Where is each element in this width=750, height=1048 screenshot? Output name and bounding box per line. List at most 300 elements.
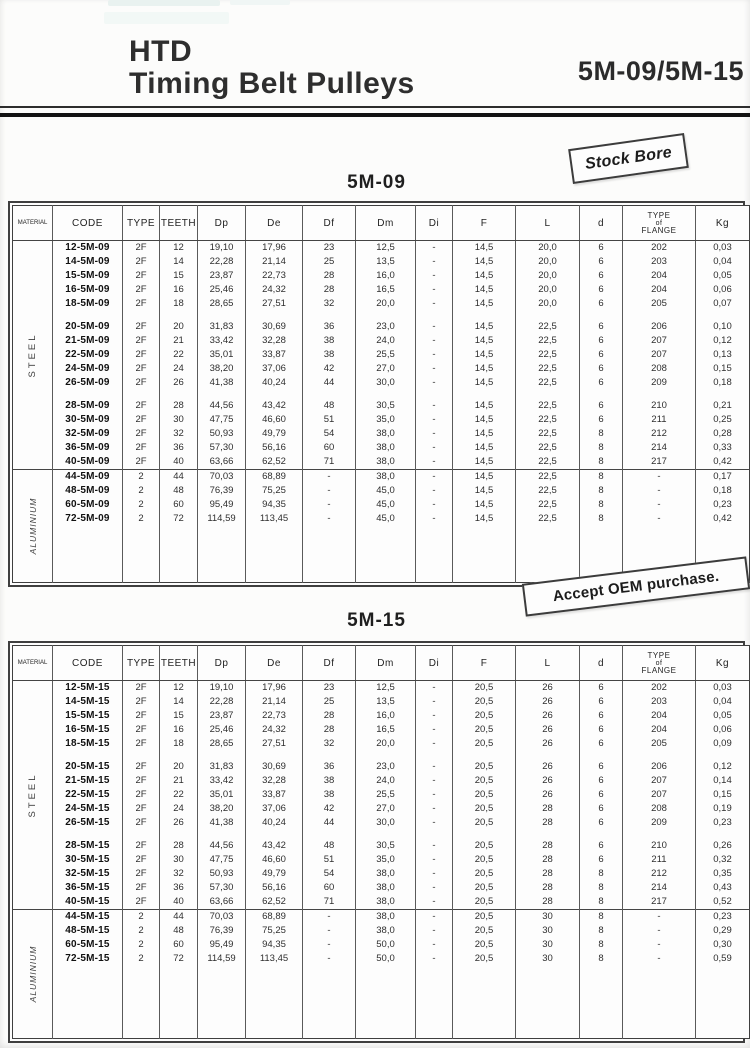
value-cell: 6 [580,723,623,737]
value-cell: 22,5 [516,334,580,348]
column-header: TYPE [123,206,160,241]
value-cell: 204 [623,283,696,297]
value-cell: 26 [160,376,198,390]
value-cell: 33,87 [246,788,303,802]
value-cell: 6 [580,802,623,816]
value-cell: 207 [623,334,696,348]
column-header: Di [416,206,453,241]
value-cell: 22,5 [516,441,580,455]
spacer-cell [123,390,160,399]
value-cell: 17,96 [246,681,303,696]
value-cell: 0,42 [696,512,750,526]
value-cell: 2F [123,895,160,910]
column-header: Kg [696,206,750,241]
value-cell: - [303,498,356,512]
value-cell: 76,39 [198,924,246,938]
value-cell: 75,25 [246,924,303,938]
value-cell: 0,18 [696,484,750,498]
value-cell: - [416,802,453,816]
value-cell: 38,0 [356,470,416,485]
value-cell: 14,5 [453,441,516,455]
code-cell: 21-5M-15 [53,774,123,788]
spacer-cell [453,830,516,839]
material-label: STEEL [26,772,38,818]
value-cell: 0,59 [696,952,750,966]
value-cell: 0,29 [696,924,750,938]
table-title-5m-09: 5M-09 [347,172,406,193]
spacer-cell [246,390,303,399]
table-row [13,924,750,938]
code-cell: 15-5M-09 [53,269,123,283]
spacer-cell [303,311,356,320]
value-cell: 13,5 [356,255,416,269]
value-cell: 6 [580,681,623,696]
spacer-cell [696,390,750,399]
value-cell: 0,14 [696,774,750,788]
table-section-5m-15 [8,610,745,1043]
value-cell: 0,06 [696,283,750,297]
value-cell: 0,15 [696,788,750,802]
value-cell: 44 [160,910,198,925]
value-cell: 8 [580,455,623,470]
value-cell: 43,42 [246,839,303,853]
value-cell: 28 [160,399,198,413]
spacer-cell [453,966,516,1039]
value-cell: 30 [516,924,580,938]
value-cell: 2F [123,241,160,256]
value-cell: 6 [580,839,623,853]
spacer-cell [160,830,198,839]
column-header: De [246,206,303,241]
value-cell: 60 [160,498,198,512]
table-row [13,723,750,737]
value-cell: 28 [516,802,580,816]
spacer-cell [516,526,580,583]
spacer-cell [246,966,303,1039]
value-cell: 14,5 [453,362,516,376]
column-header: Di [416,646,453,681]
value-cell: 2F [123,709,160,723]
header-rule-thin [0,106,750,108]
column-header: TEETH [160,206,198,241]
spacer-row [13,830,750,839]
value-cell: - [416,839,453,853]
value-cell: 0,17 [696,470,750,485]
value-cell: 22,5 [516,484,580,498]
column-header-line: TYPE [647,210,671,220]
value-cell: 28 [303,723,356,737]
code-cell: 12-5M-15 [53,681,123,696]
value-cell: 44 [303,816,356,830]
table-row [13,709,750,723]
value-cell: - [416,695,453,709]
column-header: MATERIAL [13,206,53,241]
value-cell: 20,5 [453,853,516,867]
value-cell: 14 [160,255,198,269]
value-cell: 12 [160,241,198,256]
value-cell: 0,07 [696,297,750,311]
value-cell: 38 [303,348,356,362]
code-cell: 30-5M-15 [53,853,123,867]
value-cell: 95,49 [198,938,246,952]
value-cell: - [416,283,453,297]
value-cell: 33,42 [198,774,246,788]
value-cell: 38,20 [198,362,246,376]
code-cell: 20-5M-09 [53,320,123,334]
value-cell: 25,46 [198,283,246,297]
value-cell: 6 [580,816,623,830]
value-cell: 17,96 [246,241,303,256]
column-header: F [453,206,516,241]
value-cell: - [416,255,453,269]
value-cell: 23 [303,241,356,256]
value-cell: - [303,470,356,485]
value-cell: 50,93 [198,867,246,881]
column-header-line: FLANGE [641,225,677,235]
value-cell: 37,06 [246,802,303,816]
value-cell: 28 [516,895,580,910]
value-cell: 8 [580,427,623,441]
code-cell: 32-5M-15 [53,867,123,881]
table-row [13,297,750,311]
spacer-cell [246,830,303,839]
spacer-cell [123,966,160,1039]
value-cell: 6 [580,709,623,723]
value-cell: 22,5 [516,455,580,470]
value-cell: 6 [580,320,623,334]
spacer-cell [696,311,750,320]
value-cell: 30 [516,938,580,952]
value-cell: 2F [123,348,160,362]
value-cell: 6 [580,334,623,348]
value-cell: 27,51 [246,297,303,311]
spacer-cell [416,966,453,1039]
value-cell: 2F [123,455,160,470]
table-row [13,241,750,256]
code-cell: 40-5M-15 [53,895,123,910]
value-cell: 35,0 [356,853,416,867]
value-cell: 49,79 [246,427,303,441]
value-cell: 0,09 [696,737,750,751]
value-cell: 16,0 [356,709,416,723]
code-cell: 22-5M-15 [53,788,123,802]
code-cell: 15-5M-15 [53,709,123,723]
value-cell: 30 [516,952,580,966]
value-cell: 203 [623,695,696,709]
code-cell: 16-5M-15 [53,723,123,737]
spacer-cell [246,751,303,760]
value-cell: 14,5 [453,283,516,297]
value-cell: 2F [123,399,160,413]
value-cell: 20,5 [453,924,516,938]
spacer-cell [416,311,453,320]
value-cell: 26 [516,737,580,751]
value-cell: 70,03 [198,470,246,485]
value-cell: 70,03 [198,910,246,925]
value-cell: 212 [623,867,696,881]
code-cell: 22-5M-09 [53,348,123,362]
value-cell: 35,01 [198,348,246,362]
spacer-cell [53,830,123,839]
spacer-cell [160,311,198,320]
value-cell: - [416,737,453,751]
value-cell: 63,66 [198,455,246,470]
value-cell: - [623,938,696,952]
value-cell: 8 [580,484,623,498]
value-cell: 2F [123,839,160,853]
table-row [13,455,750,470]
value-cell: 2F [123,269,160,283]
spacer-cell [246,526,303,583]
value-cell: 25 [303,255,356,269]
table-row [13,376,750,390]
value-cell: 38,0 [356,867,416,881]
value-cell: 0,30 [696,938,750,952]
table-row [13,681,750,696]
value-cell: - [416,895,453,910]
value-cell: - [303,952,356,966]
code-cell: 26-5M-09 [53,376,123,390]
code-cell: 16-5M-09 [53,283,123,297]
value-cell: 60 [303,441,356,455]
value-cell: 35,01 [198,788,246,802]
value-cell: 42 [303,362,356,376]
value-cell: 30,69 [246,320,303,334]
column-header: Df [303,206,356,241]
value-cell: 217 [623,895,696,910]
value-cell: 6 [580,695,623,709]
value-cell: 14,5 [453,376,516,390]
value-cell: 207 [623,348,696,362]
code-cell: 44-5M-09 [53,470,123,485]
spacer-row [13,390,750,399]
value-cell: 57,30 [198,441,246,455]
spacer-row [13,751,750,760]
spacer-cell [303,526,356,583]
value-cell: 22,5 [516,376,580,390]
value-cell: - [416,924,453,938]
value-cell: 26 [516,709,580,723]
spacer-cell [696,830,750,839]
value-cell: 46,60 [246,413,303,427]
column-header: L [516,646,580,681]
value-cell: 22,5 [516,348,580,362]
scan-artifact [230,0,290,5]
column-header: Dm [356,646,416,681]
value-cell: 41,38 [198,376,246,390]
value-cell: 20 [160,760,198,774]
value-cell: 22,5 [516,427,580,441]
spacer-cell [453,526,516,583]
table-row [13,788,750,802]
value-cell: 95,49 [198,498,246,512]
value-cell: - [416,816,453,830]
spacer-cell [516,311,580,320]
value-cell: 2F [123,376,160,390]
value-cell: - [416,774,453,788]
table-row [13,320,750,334]
value-cell: 22,73 [246,269,303,283]
value-cell: - [416,723,453,737]
value-cell: - [416,853,453,867]
value-cell: 20,5 [453,938,516,952]
value-cell: 71 [303,455,356,470]
spacer-cell [303,751,356,760]
code-cell: 44-5M-15 [53,910,123,925]
spec-table [12,645,750,1039]
value-cell: 6 [580,362,623,376]
value-cell: 38,0 [356,924,416,938]
value-cell: 210 [623,839,696,853]
value-cell: 0,23 [696,910,750,925]
value-cell: - [416,681,453,696]
code-cell: 48-5M-09 [53,484,123,498]
value-cell: 20,0 [516,269,580,283]
value-cell: 12,5 [356,241,416,256]
column-header: De [246,646,303,681]
spacer-cell [303,966,356,1039]
value-cell: 31,83 [198,760,246,774]
value-cell: - [623,484,696,498]
value-cell: 113,45 [246,512,303,526]
value-cell: 38 [303,334,356,348]
material-label: ALUMINIUM [27,497,38,555]
value-cell: 30,0 [356,816,416,830]
value-cell: 22,5 [516,362,580,376]
code-cell: 28-5M-09 [53,399,123,413]
value-cell: 0,33 [696,441,750,455]
table-row [13,802,750,816]
value-cell: 45,0 [356,512,416,526]
value-cell: 38,0 [356,881,416,895]
value-cell: 30,5 [356,399,416,413]
table-row [13,867,750,881]
value-cell: 204 [623,709,696,723]
value-cell: 40,24 [246,816,303,830]
table-row [13,255,750,269]
value-cell: 37,06 [246,362,303,376]
value-cell: 0,13 [696,348,750,362]
value-cell: 0,06 [696,723,750,737]
value-cell: 2F [123,297,160,311]
value-cell: 6 [580,788,623,802]
spacer-cell [53,751,123,760]
value-cell: 32,28 [246,334,303,348]
value-cell: 2F [123,283,160,297]
value-cell: 24 [160,802,198,816]
value-cell: 8 [580,910,623,925]
spacer-cell [453,311,516,320]
column-header: Dm [356,206,416,241]
value-cell: 48 [303,839,356,853]
value-cell: 0,35 [696,867,750,881]
spacer-cell [516,966,580,1039]
value-cell: 68,89 [246,910,303,925]
value-cell: 22,5 [516,320,580,334]
value-cell: 36 [160,441,198,455]
spacer-cell [580,966,623,1039]
header-rule-thick [0,113,750,117]
value-cell: 49,79 [246,867,303,881]
spacer-cell [123,830,160,839]
value-cell: 23,87 [198,269,246,283]
value-cell: 54 [303,867,356,881]
value-cell: 54 [303,427,356,441]
value-cell: 20,5 [453,910,516,925]
value-cell: 30,69 [246,760,303,774]
value-cell: 28 [303,269,356,283]
code-cell: 48-5M-15 [53,924,123,938]
value-cell: 206 [623,760,696,774]
value-cell: - [303,910,356,925]
table-row [13,441,750,455]
table-row [13,895,750,910]
spacer-cell [580,311,623,320]
value-cell: 30,5 [356,839,416,853]
value-cell: 8 [580,867,623,881]
value-cell: 47,75 [198,853,246,867]
value-cell: 0,43 [696,881,750,895]
value-cell: 205 [623,297,696,311]
value-cell: 208 [623,802,696,816]
value-cell: 28 [303,283,356,297]
code-cell: 14-5M-09 [53,255,123,269]
value-cell: - [623,910,696,925]
value-cell: - [623,952,696,966]
value-cell: 14,5 [453,470,516,485]
value-cell: 6 [580,760,623,774]
value-cell: 2 [123,938,160,952]
spacer-cell [416,830,453,839]
value-cell: - [303,938,356,952]
value-cell: 38 [303,774,356,788]
value-cell: - [416,320,453,334]
value-cell: 32 [303,737,356,751]
page-code: 5M-09/5M-15 [577,56,744,86]
value-cell: 0,19 [696,802,750,816]
value-cell: - [623,924,696,938]
table-row [13,399,750,413]
code-cell: 24-5M-09 [53,362,123,376]
value-cell: 14,5 [453,348,516,362]
value-cell: 63,66 [198,895,246,910]
spacer-cell [53,390,123,399]
value-cell: 27,0 [356,362,416,376]
value-cell: 2F [123,255,160,269]
value-cell: 23,87 [198,709,246,723]
code-cell: 60-5M-15 [53,938,123,952]
spacer-cell [53,526,123,583]
value-cell: 8 [580,470,623,485]
value-cell: - [416,788,453,802]
code-cell: 26-5M-15 [53,816,123,830]
table-row [13,853,750,867]
value-cell: 38,0 [356,427,416,441]
value-cell: - [416,455,453,470]
column-header: d [580,206,623,241]
value-cell: 22,73 [246,709,303,723]
column-header-line: of [655,219,663,227]
spacer-cell [198,526,246,583]
value-cell: 6 [580,413,623,427]
value-cell: 28 [160,839,198,853]
value-cell: 8 [580,895,623,910]
value-cell: 20,0 [516,255,580,269]
value-cell: 6 [580,376,623,390]
value-cell: 208 [623,362,696,376]
value-cell: 2 [123,484,160,498]
value-cell: 207 [623,774,696,788]
